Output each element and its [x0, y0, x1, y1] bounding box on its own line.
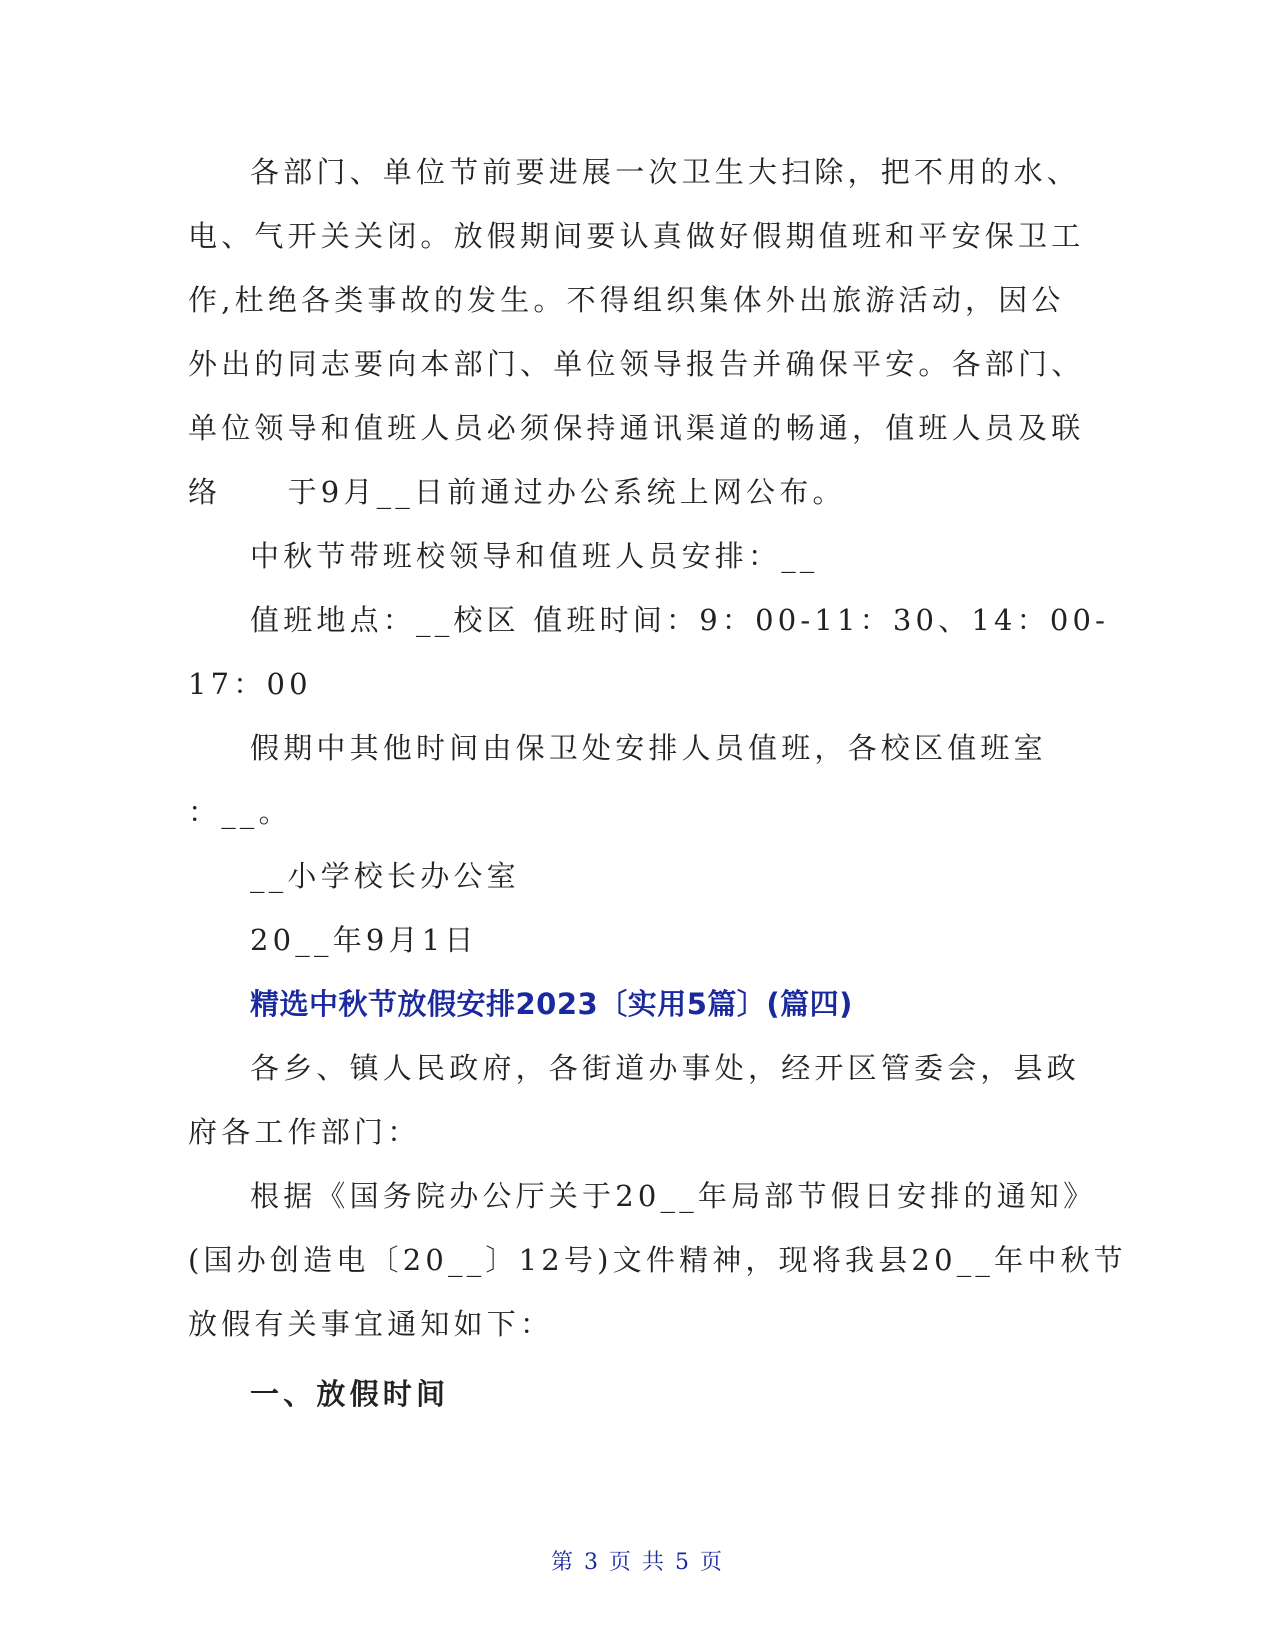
paragraph-line: 外出的同志要向本部门、单位领导报告并确保平安。各部门、: [188, 347, 1085, 381]
basis-paragraph-cont: (国办创造电〔20__〕12号)文件精神，现将我县20__年中秋节: [188, 1243, 1127, 1277]
paragraph-line: 电、气开关关闭。放假期间要认真做好假期值班和平安保卫工: [188, 219, 1085, 253]
duty-other-cont: ：__。: [188, 795, 292, 829]
paragraph-line: 单位领导和值班人员必须保持通讯渠道的畅通，值班人员及联: [188, 411, 1085, 445]
subheading-holiday-time: 一、放假时间: [250, 1377, 450, 1411]
issuing-office: __小学校长办公室: [250, 859, 520, 893]
issue-date: 20__年9月1日: [250, 923, 478, 957]
duty-leaders: 中秋节带班校领导和值班人员安排：__: [250, 539, 819, 573]
recipients: 各乡、镇人民政府，各街道办事处，经开区管委会，县政: [250, 1051, 1081, 1085]
page-number-footer: 第 3 页 共 5 页: [551, 1550, 724, 1575]
paragraph-line: 络 于9月__日前通过办公系统上网公布。: [188, 475, 846, 509]
duty-location-time: 值班地点：__校区 值班时间：9：00-11：30、14：00-: [250, 603, 1110, 637]
page-content: [188, 140, 1127, 1426]
basis-paragraph: 根据《国务院办公厅关于20__年局部节假日安排的通知》: [250, 1179, 1097, 1213]
recipients-cont: 府各工作部门：: [188, 1115, 421, 1149]
basis-paragraph-cont: 放假有关事宜通知如下：: [188, 1307, 554, 1341]
paragraph-line: 各部门、单位节前要进展一次卫生大扫除，把不用的水、: [250, 155, 1081, 189]
paragraph-line: 作,杜绝各类事故的发生。不得组织集体外出旅游活动，因公: [188, 283, 1065, 317]
section-heading: 精选中秋节放假安排2023〔实用5篇〕(篇四): [250, 987, 853, 1021]
duty-location-time-cont: 17：00: [188, 667, 312, 701]
duty-other: 假期中其他时间由保卫处安排人员值班，各校区值班室: [250, 731, 1047, 765]
